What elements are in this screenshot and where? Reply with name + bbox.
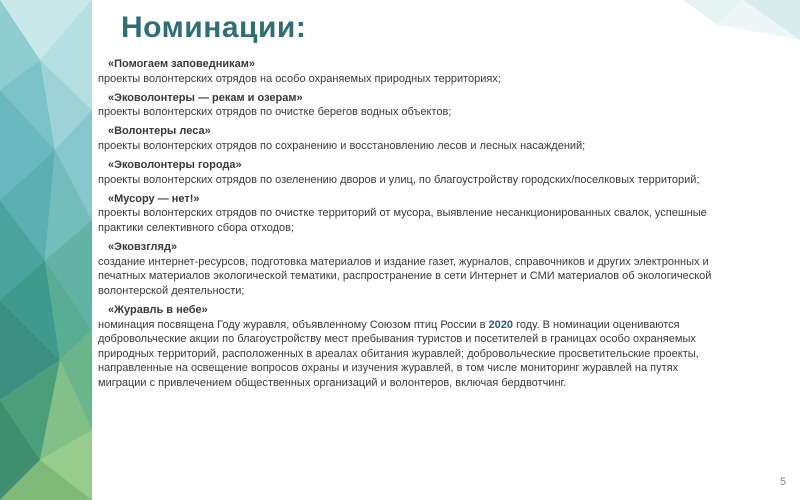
page-number: 5 <box>780 476 787 488</box>
decorative-corner-triangles <box>683 0 800 64</box>
page-title: Номинации: <box>121 11 307 44</box>
nomination-description-part: номинация посвящена Году журавля, объявленному Союзом птиц России в <box>98 318 489 331</box>
nomination-item <box>98 303 723 391</box>
nomination-description: проекты волонтерских отрядов по озеленению дворов и улиц, по благоустройству городских/поселковых территорий; <box>98 173 700 186</box>
nomination-item <box>98 158 723 187</box>
nomination-title: «Эковолонтеры города» <box>108 159 242 172</box>
nomination-description <box>98 318 723 391</box>
decorative-polygon-background <box>0 0 92 500</box>
nomination-description: проекты волонтерских отрядов по очистке территорий от мусора, выявление несанкционированных свалок, успешные практики селективного сбора отходов; <box>98 207 707 234</box>
nomination-title: «Помогаем заповедникам» <box>108 58 255 70</box>
nomination-title: «Волонтеры леса» <box>108 125 211 138</box>
nomination-description-part: году. В номинации оцениваются добровольческие акции по благоустройству мест пребывания туристов и посетителей в границах особо охраняемых природных территорий, расположенных в ареалах обитания журавлей; добровольческие просветительские проекты, направленные на освещение вопросов охраны и изучения журавлей, в том числе мониторинг журавлей на путях миграции с привлечением общественных организаций и волонтеров, включая бердвотчинг. <box>98 318 699 389</box>
nomination-item <box>98 240 723 298</box>
nomination-description: проекты волонтерских отрядов на особо охраняемых природных территориях; <box>98 72 501 85</box>
nomination-title: «Эковзгляд» <box>108 241 178 254</box>
nomination-title: «Журавль в небе» <box>108 303 208 316</box>
nominations-list <box>98 57 723 395</box>
nomination-title: «Мусору — нет!» <box>108 192 200 205</box>
nomination-description: создание интернет-ресурсов, подготовка материалов и издание газет, журналов, справочников и других электронных и печатных материалов экологической тематики, распространение в сети Интернет и СМИ материалов об экологической волонтерской деятельности; <box>98 255 712 297</box>
nomination-title: «Эковолонтеры — рекам и озерам» <box>108 91 303 104</box>
nomination-item <box>98 192 723 236</box>
nomination-description: проекты волонтерских отрядов по очистке берегов водных объектов; <box>98 106 452 119</box>
nomination-item <box>98 57 723 86</box>
nomination-item <box>98 91 723 120</box>
nomination-description: проекты волонтерских отрядов по сохранению и восстановлению лесов и лесных насаждений; <box>98 139 586 152</box>
year-highlight: 2020 <box>488 318 514 331</box>
nomination-item <box>98 124 723 153</box>
